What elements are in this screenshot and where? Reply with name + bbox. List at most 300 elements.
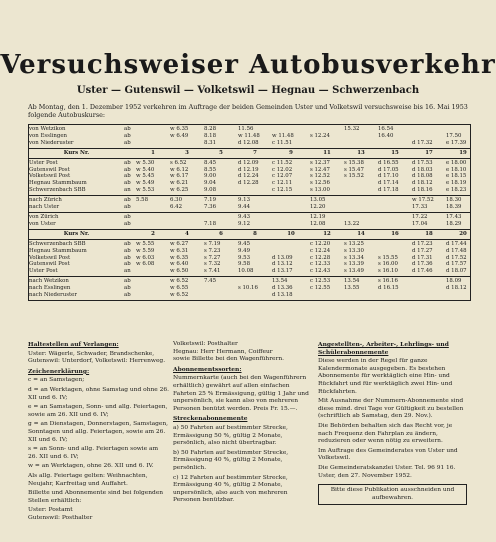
- ab-an-marker: ab: [124, 139, 131, 146]
- ab-an-marker: ab: [124, 278, 131, 285]
- departure-time: 9.44: [238, 204, 251, 211]
- workers-text-2: Mit Ausnahme der Nummern-Abonnemente sind diese mind. drei Tage vor Gültigkeit zu bestellen (schriftlich ab Samstag, den 29. Nov.).: [318, 398, 464, 420]
- ticket-outlet-gutenswil: Gutenswil: Posthalter: [28, 514, 93, 521]
- subscription-heading: Abonnementssorten:: [173, 365, 242, 373]
- departure-time: [378, 204, 412, 211]
- ab-an-marker: ab: [124, 240, 131, 247]
- departure-time: d 13.09: [272, 254, 293, 261]
- departure-time: [170, 140, 204, 147]
- departure-time: s 13.00: [310, 187, 330, 194]
- departure-time: w 5.49: [136, 180, 155, 187]
- departure-time: s 12.24: [310, 132, 330, 139]
- departure-time: 3: [185, 149, 189, 156]
- departure-time: d 18.03: [412, 166, 433, 173]
- departure-time: s 13.25: [344, 240, 364, 247]
- departure-time: [170, 214, 204, 221]
- ab-an-marker: ab: [124, 254, 131, 261]
- departure-time: 9.13: [238, 197, 251, 204]
- departure-time: 5.58: [136, 197, 149, 204]
- departure-time: [310, 292, 344, 299]
- departure-time: [272, 126, 310, 133]
- stop-name: nach Wetzikon: [29, 278, 69, 285]
- ticket-outlet-hegnau: Hegnau: Herr Hermann, Coiffeur: [173, 348, 273, 355]
- departure-time: 8.55: [204, 166, 217, 173]
- legend-e: e = an Samstagen, Sonn- und allg. Feiertagen, sowie am 26. XII und 6. IV;: [28, 404, 168, 418]
- ab-an-marker: an: [124, 187, 131, 194]
- departure-time: 7.19: [204, 197, 217, 204]
- departure-time: s 13.49: [344, 268, 364, 275]
- ab-an-marker: ab: [124, 197, 131, 204]
- departure-time: [344, 187, 378, 194]
- stop-name: Uster Post: [29, 268, 58, 275]
- timetable-row: [29, 268, 470, 275]
- departure-time: 9: [289, 149, 293, 156]
- departure-time: d 13.12: [272, 261, 293, 268]
- departure-time: d 12.24: [238, 173, 259, 180]
- timetable-block: [29, 240, 470, 278]
- departure-time: 12.20: [310, 204, 326, 211]
- departure-time: c 12.02: [272, 166, 293, 173]
- departure-time: w 6.52: [170, 292, 189, 299]
- departure-time: d 18.07: [446, 268, 467, 275]
- departure-time: d 12.09: [238, 159, 259, 166]
- timetable-row: [29, 173, 470, 180]
- departure-time: [136, 278, 170, 285]
- departure-time: [136, 285, 170, 292]
- workers-text-1: Diese werden in der Regel für ganze Kalendermonate ausgegeben. Es bestehen Abonnemente für werktäglich eine Hin- und Rückfahrt und für werktäglich zwei Hin- und Rückfahrten.: [318, 358, 453, 395]
- departure-time: w 6.31: [170, 247, 189, 254]
- departure-time: [204, 214, 238, 221]
- departure-time: 9.43: [238, 213, 251, 220]
- departure-time: c 12.28: [310, 254, 331, 261]
- stop-name: Volketswil Post: [29, 254, 71, 261]
- departure-time: [136, 126, 170, 133]
- departure-time: 13.54: [272, 278, 288, 285]
- departure-time: [344, 292, 378, 299]
- departure-time: 11.56: [238, 126, 254, 132]
- departure-time: s 7.23: [204, 247, 221, 254]
- departure-time: d 17.23: [412, 240, 433, 247]
- departure-time: c 12.55: [310, 285, 331, 292]
- ab-an-marker: ab: [124, 285, 131, 292]
- departure-time: d 12.28: [238, 180, 259, 187]
- departure-time: [136, 292, 170, 299]
- departure-time: s 7.19: [204, 240, 221, 247]
- departure-time: w 5.55: [136, 240, 155, 247]
- departure-time: [136, 140, 170, 147]
- authority-note: Die Behörden behalten sich das Recht vor, je nach Frequenz den Fahrplan zu ändern, reduzieren oder wenn nötig zu erweitern.: [318, 422, 453, 445]
- timetable-row: [29, 133, 470, 140]
- departure-time: 7: [253, 149, 257, 156]
- departure-time: w 5.40: [136, 166, 155, 173]
- departure-time: [412, 292, 446, 299]
- departure-time: c 12.11: [272, 180, 293, 187]
- ab-an-marker: ab: [124, 159, 131, 166]
- departure-time: [310, 140, 344, 147]
- departure-time: [136, 214, 170, 221]
- notes-column-subscriptions: [173, 341, 318, 522]
- departure-time: [272, 214, 310, 221]
- departure-time: 20: [459, 230, 467, 237]
- timetable-row: [29, 187, 470, 194]
- timetable-row: [29, 167, 470, 174]
- departure-time: [446, 126, 480, 133]
- departure-time: 19: [459, 149, 467, 156]
- departure-time: w 11.48: [238, 132, 260, 139]
- departure-time: [204, 292, 238, 299]
- ab-an-marker: ab: [124, 292, 131, 299]
- departure-time: c 12.53: [310, 278, 331, 285]
- departure-time: 10: [287, 230, 295, 237]
- timetable-row: [29, 160, 470, 167]
- departure-time: [238, 292, 272, 299]
- departure-time: w 5.53: [136, 187, 155, 194]
- departure-time: d 18.08: [412, 173, 433, 180]
- departure-time: [136, 221, 170, 228]
- departure-time: w 6.50: [170, 268, 189, 275]
- departure-time: e 18.10: [446, 166, 467, 173]
- departure-time: s 15.55: [378, 254, 398, 261]
- departure-time: d 18.12: [446, 285, 467, 292]
- chancellery-signature: Die Gemeinderatskanzlei Uster. Tel. 96 91 16. Uster, den 27. November 1952.: [318, 464, 456, 479]
- departure-time: s 13.39: [344, 261, 364, 268]
- departure-time: d 13.36: [272, 285, 293, 292]
- departure-time: s 12.56: [310, 180, 330, 187]
- departure-time: 8.31: [204, 139, 217, 146]
- departure-time: [272, 221, 310, 228]
- departure-time: s 16.10: [378, 268, 398, 275]
- stop-name: Kurs Nr.: [63, 230, 90, 237]
- departure-time: 18: [425, 230, 433, 237]
- departure-time: w 6.35: [170, 126, 189, 132]
- departure-time: 18.29: [446, 220, 462, 227]
- timetable-row: [29, 150, 470, 157]
- departure-time: 9.04: [204, 180, 217, 187]
- departure-time: w 6.27: [170, 240, 189, 247]
- ab-an-marker: ab: [124, 180, 131, 187]
- stop-name: von Uster: [29, 220, 56, 227]
- departure-time: 13.54: [344, 278, 360, 285]
- departure-time: w 6.21: [170, 180, 189, 187]
- departure-time: s 6.52: [170, 159, 187, 166]
- departure-time: d 17.31: [412, 254, 433, 261]
- departure-time: d 17.10: [378, 173, 399, 180]
- route-subtitle: Uster — Gutenswil — Volketswil — Hegnau — Schwerzenbach: [76, 85, 420, 96]
- departure-time: e 18.23: [446, 187, 467, 194]
- stop-name: von Niederuster: [29, 139, 74, 146]
- stop-name: von Zürich: [29, 213, 59, 220]
- nummernkarte-text: Nummernkarte (auch bei den Wagenführern erhältlich) gewährt auf allen einfachen Fahrten 25 % Ermässigung, gültig 1 Jahr und unpersönlich, sie kann also von mehreren Personen benützt werden. Preis Fr. 15.—.: [173, 375, 309, 412]
- departure-time: [378, 241, 412, 248]
- subscription-c: c) 12 Fahrten auf bestimmter Strecke, Ermässigung 40 %, gültig 2 Monate, unpersönlich, also auch von mehreren Personen benützbar.: [173, 474, 288, 504]
- ab-an-marker: ab: [124, 213, 131, 220]
- departure-time: w 5.59: [136, 247, 155, 254]
- departure-time: 12.08: [310, 220, 326, 227]
- departure-time: s 15.38: [344, 159, 364, 166]
- timetable-row: [29, 221, 470, 228]
- timetable-row: [29, 285, 470, 292]
- departure-time: 1: [151, 149, 155, 156]
- ab-an-marker: an: [124, 268, 131, 275]
- departure-time: [378, 140, 412, 147]
- route-subscription-heading: Streckenabonnemente: [173, 415, 248, 423]
- stop-name: Hegnau Stammbaum: [29, 180, 87, 187]
- departure-time: 10.08: [238, 268, 254, 275]
- departure-time: 14: [357, 230, 365, 237]
- departure-time: d 17.32: [412, 139, 433, 146]
- departure-time: [344, 133, 378, 140]
- departure-time: d 17.44: [446, 240, 467, 247]
- subscription-a: a) 50 Fahrten auf bestimmter Strecke, Ermässigung 50 %, gültig 2 Monate, persönlich, also nicht übertragbar.: [173, 424, 288, 447]
- departure-time: s 12.52: [310, 173, 330, 180]
- stop-name: nach Zürich: [29, 197, 62, 204]
- stop-name: Schwerzenbach SBB: [29, 187, 86, 194]
- departure-time: 9.53: [238, 254, 251, 261]
- departure-time: e 17.39: [446, 139, 467, 146]
- ab-an-marker: ab: [124, 204, 131, 211]
- departure-time: [412, 133, 446, 140]
- ab-an-marker: ab: [124, 261, 131, 268]
- workers-heading: Angestellten-, Arbeiter-, Lehrlings- und Schülerabonnemente: [318, 341, 449, 356]
- departure-time: s 7.41: [204, 268, 221, 275]
- departure-time: 9.08: [204, 187, 217, 194]
- departure-time: s 7.32: [204, 261, 221, 268]
- departure-time: [136, 204, 170, 211]
- timetable-row: [29, 140, 470, 147]
- departure-time: d 17.53: [412, 159, 433, 166]
- departure-time: 6.42: [170, 204, 183, 211]
- departure-time: [378, 292, 412, 299]
- departure-time: 13: [357, 149, 365, 156]
- departure-time: w 6.17: [170, 173, 189, 180]
- stop-name: Schwerzenbach SBB: [29, 240, 86, 247]
- stop-name: von Wetzikon: [29, 126, 66, 132]
- departure-time: [136, 268, 170, 275]
- departure-time: 9.45: [238, 240, 251, 247]
- departure-time: s 12.47: [310, 166, 330, 173]
- departure-time: d 17.18: [378, 187, 399, 194]
- departure-time: 8: [253, 230, 257, 237]
- departure-time: [378, 248, 412, 255]
- stop-name: von Esslingen: [29, 132, 67, 139]
- notes-column-stops: [28, 341, 173, 522]
- legend-d: d = an Werktagen, ohne Samstag und ohne 26. XII und 6. IV;: [28, 386, 170, 401]
- timetable-row: [29, 255, 470, 262]
- departure-time: d 17.27: [412, 247, 433, 254]
- stop-name: Uster Post: [29, 159, 58, 166]
- timetable-row: [29, 180, 470, 187]
- legend-heading: Zeichenerklärung:: [28, 367, 90, 375]
- departure-time: [344, 214, 378, 221]
- departure-time: w 6.55: [170, 285, 189, 292]
- departure-time: 11: [323, 149, 331, 156]
- departure-time: 13.55: [344, 285, 360, 292]
- departure-time: s 13.34: [344, 254, 364, 261]
- ab-an-marker: ab: [124, 247, 131, 254]
- ab-an-marker: ab: [124, 132, 131, 139]
- timetable-row: [29, 241, 470, 248]
- departure-time: 18.09: [446, 278, 462, 285]
- stop-name: Hegnau Stammbaum: [29, 247, 87, 254]
- departure-time: e 18.15: [446, 173, 467, 180]
- departure-time: w 6.12: [170, 166, 189, 173]
- departure-time: 8.28: [204, 126, 217, 132]
- stop-name: nach Uster: [29, 204, 60, 211]
- departure-time: c 12.43: [310, 268, 331, 275]
- departure-time: d 17.52: [446, 254, 467, 261]
- departure-time: 17: [425, 149, 433, 156]
- departure-time: [272, 248, 310, 255]
- subscription-b: b) 50 Fahrten auf bestimmter Strecke, Ermässigung 40 %, gültig 2 Monate, persönlich.: [173, 449, 289, 471]
- departure-time: [378, 221, 412, 228]
- departure-time: 7.36: [204, 204, 217, 211]
- ab-an-marker: ab: [124, 166, 131, 173]
- departure-time: 6.30: [170, 197, 183, 204]
- departure-time: [378, 197, 412, 204]
- departure-time: [310, 126, 344, 133]
- departure-time: d 17.48: [446, 247, 467, 254]
- departure-time: w 6.25: [170, 187, 189, 194]
- departure-time: 13.22: [344, 220, 360, 227]
- departure-time: d 12.08: [238, 139, 259, 146]
- departure-time: w 6.40: [170, 261, 189, 268]
- timetable-row: [29, 214, 470, 221]
- departure-time: [344, 204, 378, 211]
- departure-time: w 6.35: [170, 254, 189, 261]
- kurs-header-row: [29, 149, 470, 159]
- departure-time: [412, 285, 446, 292]
- ab-an-marker: ab: [124, 173, 131, 180]
- departure-time: [272, 241, 310, 248]
- departure-time: 9.58: [238, 261, 251, 268]
- departure-time: 15.32: [344, 126, 360, 132]
- departure-time: e 18.00: [446, 159, 467, 166]
- departure-time: 17.04: [412, 220, 428, 227]
- departure-time: s 15.47: [344, 166, 364, 173]
- stops-heading: Haltestellen auf Verlangen:: [28, 341, 119, 348]
- departure-time: [344, 180, 378, 187]
- departure-time: [344, 197, 378, 204]
- departure-time: d 13.18: [272, 292, 293, 299]
- departure-time: [170, 221, 204, 228]
- departure-time: 17.50: [446, 132, 462, 139]
- ticket-outlet-volketswil: Volketswil: Posthalter: [173, 341, 238, 347]
- departure-time: 12.19: [310, 213, 326, 220]
- timetable-block: [29, 125, 470, 149]
- legend-c: c = an Samstagen;: [28, 377, 85, 384]
- ticket-outlet-drivers: sowie Billette bei den Wagenführern.: [173, 356, 285, 363]
- timetable-block: [29, 159, 470, 197]
- departure-time: 15: [391, 149, 399, 156]
- departure-time: 8.45: [204, 159, 217, 166]
- departure-time: [238, 187, 272, 194]
- stops-text: Uster: Wägerle, Schwader, Brandschenke, Gutenswil: Unterdorf, Volketswil: Herrenweg.: [28, 350, 166, 365]
- departure-time: [412, 278, 446, 285]
- timetable-row: [29, 292, 470, 299]
- legend-g: g = an Dienstagen, Donnerstagen, Samstagen, Sonntagen und allg. Feiertagen, sowie am 26. XII und 6. IV;: [28, 421, 169, 443]
- stop-name: Gutenswil Post: [29, 261, 70, 268]
- timetable: [28, 124, 471, 301]
- departure-time: w 6.03: [136, 254, 155, 261]
- timetable-row: [29, 126, 470, 133]
- notes-section: [28, 341, 471, 522]
- timetable-row: [29, 204, 470, 211]
- departure-time: [136, 133, 170, 140]
- timetable-block: [29, 277, 470, 300]
- stop-name: nach Esslingen: [29, 285, 71, 292]
- keep-notice-box: Bitte diese Publikation ausschneiden und aufbewahren.: [318, 484, 467, 505]
- departure-time: 16.54: [378, 126, 394, 132]
- departure-time: s 16.00: [378, 261, 398, 268]
- departure-time: d 17.46: [412, 268, 433, 275]
- departure-time: c 12.33: [310, 261, 331, 268]
- ab-an-marker: [124, 150, 136, 157]
- departure-time: w 11.48: [272, 132, 294, 139]
- departure-time: 17.22: [412, 213, 428, 220]
- departure-time: s 7.27: [204, 254, 221, 261]
- departure-time: d 16.55: [378, 159, 399, 166]
- timetable-row: [29, 248, 470, 255]
- departure-time: e 18.19: [446, 180, 467, 187]
- departure-time: 16.40: [378, 132, 394, 139]
- departure-time: 5: [219, 149, 223, 156]
- departure-time: 17.43: [446, 213, 462, 220]
- departure-time: s 13.30: [344, 247, 364, 254]
- departure-time: [238, 278, 272, 285]
- departure-time: c 12.07: [272, 173, 293, 180]
- departure-time: 7.18: [204, 220, 217, 227]
- departure-time: w 6.49: [170, 132, 189, 139]
- ticket-outlet-uster: Uster: Postamt: [28, 507, 73, 514]
- departure-time: 12: [323, 230, 331, 237]
- departure-time: d 17.36: [412, 261, 433, 268]
- ab-an-marker: [124, 231, 136, 238]
- intro-text: Ab Montag, den 1. Dezember 1952 verkehren im Auftrage der beiden Gemeinden Uster und Volketswil versuchsweise bis 16. Mai 1953 folgende Autobuskurse:: [28, 103, 468, 119]
- poster-title: Versuchsweiser Autobusverkehr: [0, 50, 496, 80]
- departure-time: [344, 140, 378, 147]
- departure-time: [446, 292, 480, 299]
- departure-time: w 5.45: [136, 173, 155, 180]
- kurs-header-row: [29, 230, 470, 240]
- departure-time: 18.39: [446, 204, 462, 211]
- timetable-row: [29, 278, 470, 285]
- stop-name: Volketswil Post: [29, 173, 71, 180]
- ab-an-marker: ab: [124, 126, 131, 132]
- departure-time: 9.00: [204, 173, 217, 180]
- departure-time: 18.30: [446, 197, 462, 204]
- departure-time: s 15.52: [344, 173, 364, 180]
- timetable-row: [29, 261, 470, 268]
- timetable-block: [29, 213, 470, 230]
- departure-time: d 17.05: [378, 166, 399, 173]
- departure-time: 6: [219, 230, 223, 237]
- departure-time: 4: [185, 230, 189, 237]
- departure-time: c 11.51: [272, 139, 293, 146]
- departure-time: d 13.17: [272, 268, 293, 275]
- departure-time: 16: [391, 230, 399, 237]
- notes-column-workers: [318, 341, 471, 522]
- legend-s: s = an Sonn- und allg. Feiertagen sowie am 26. XII und 6. IV;: [28, 446, 159, 460]
- stop-name: Kurs Nr.: [63, 149, 90, 156]
- departure-time: 8.18: [204, 132, 217, 139]
- departure-time: d 17.14: [378, 180, 399, 187]
- timetable-row: [29, 197, 470, 204]
- departure-time: c 12.24: [310, 247, 331, 254]
- departure-time: [272, 204, 310, 211]
- departure-time: 13.05: [310, 197, 326, 204]
- departure-time: c 12.20: [310, 240, 331, 247]
- departure-time: w 5.30: [136, 159, 155, 166]
